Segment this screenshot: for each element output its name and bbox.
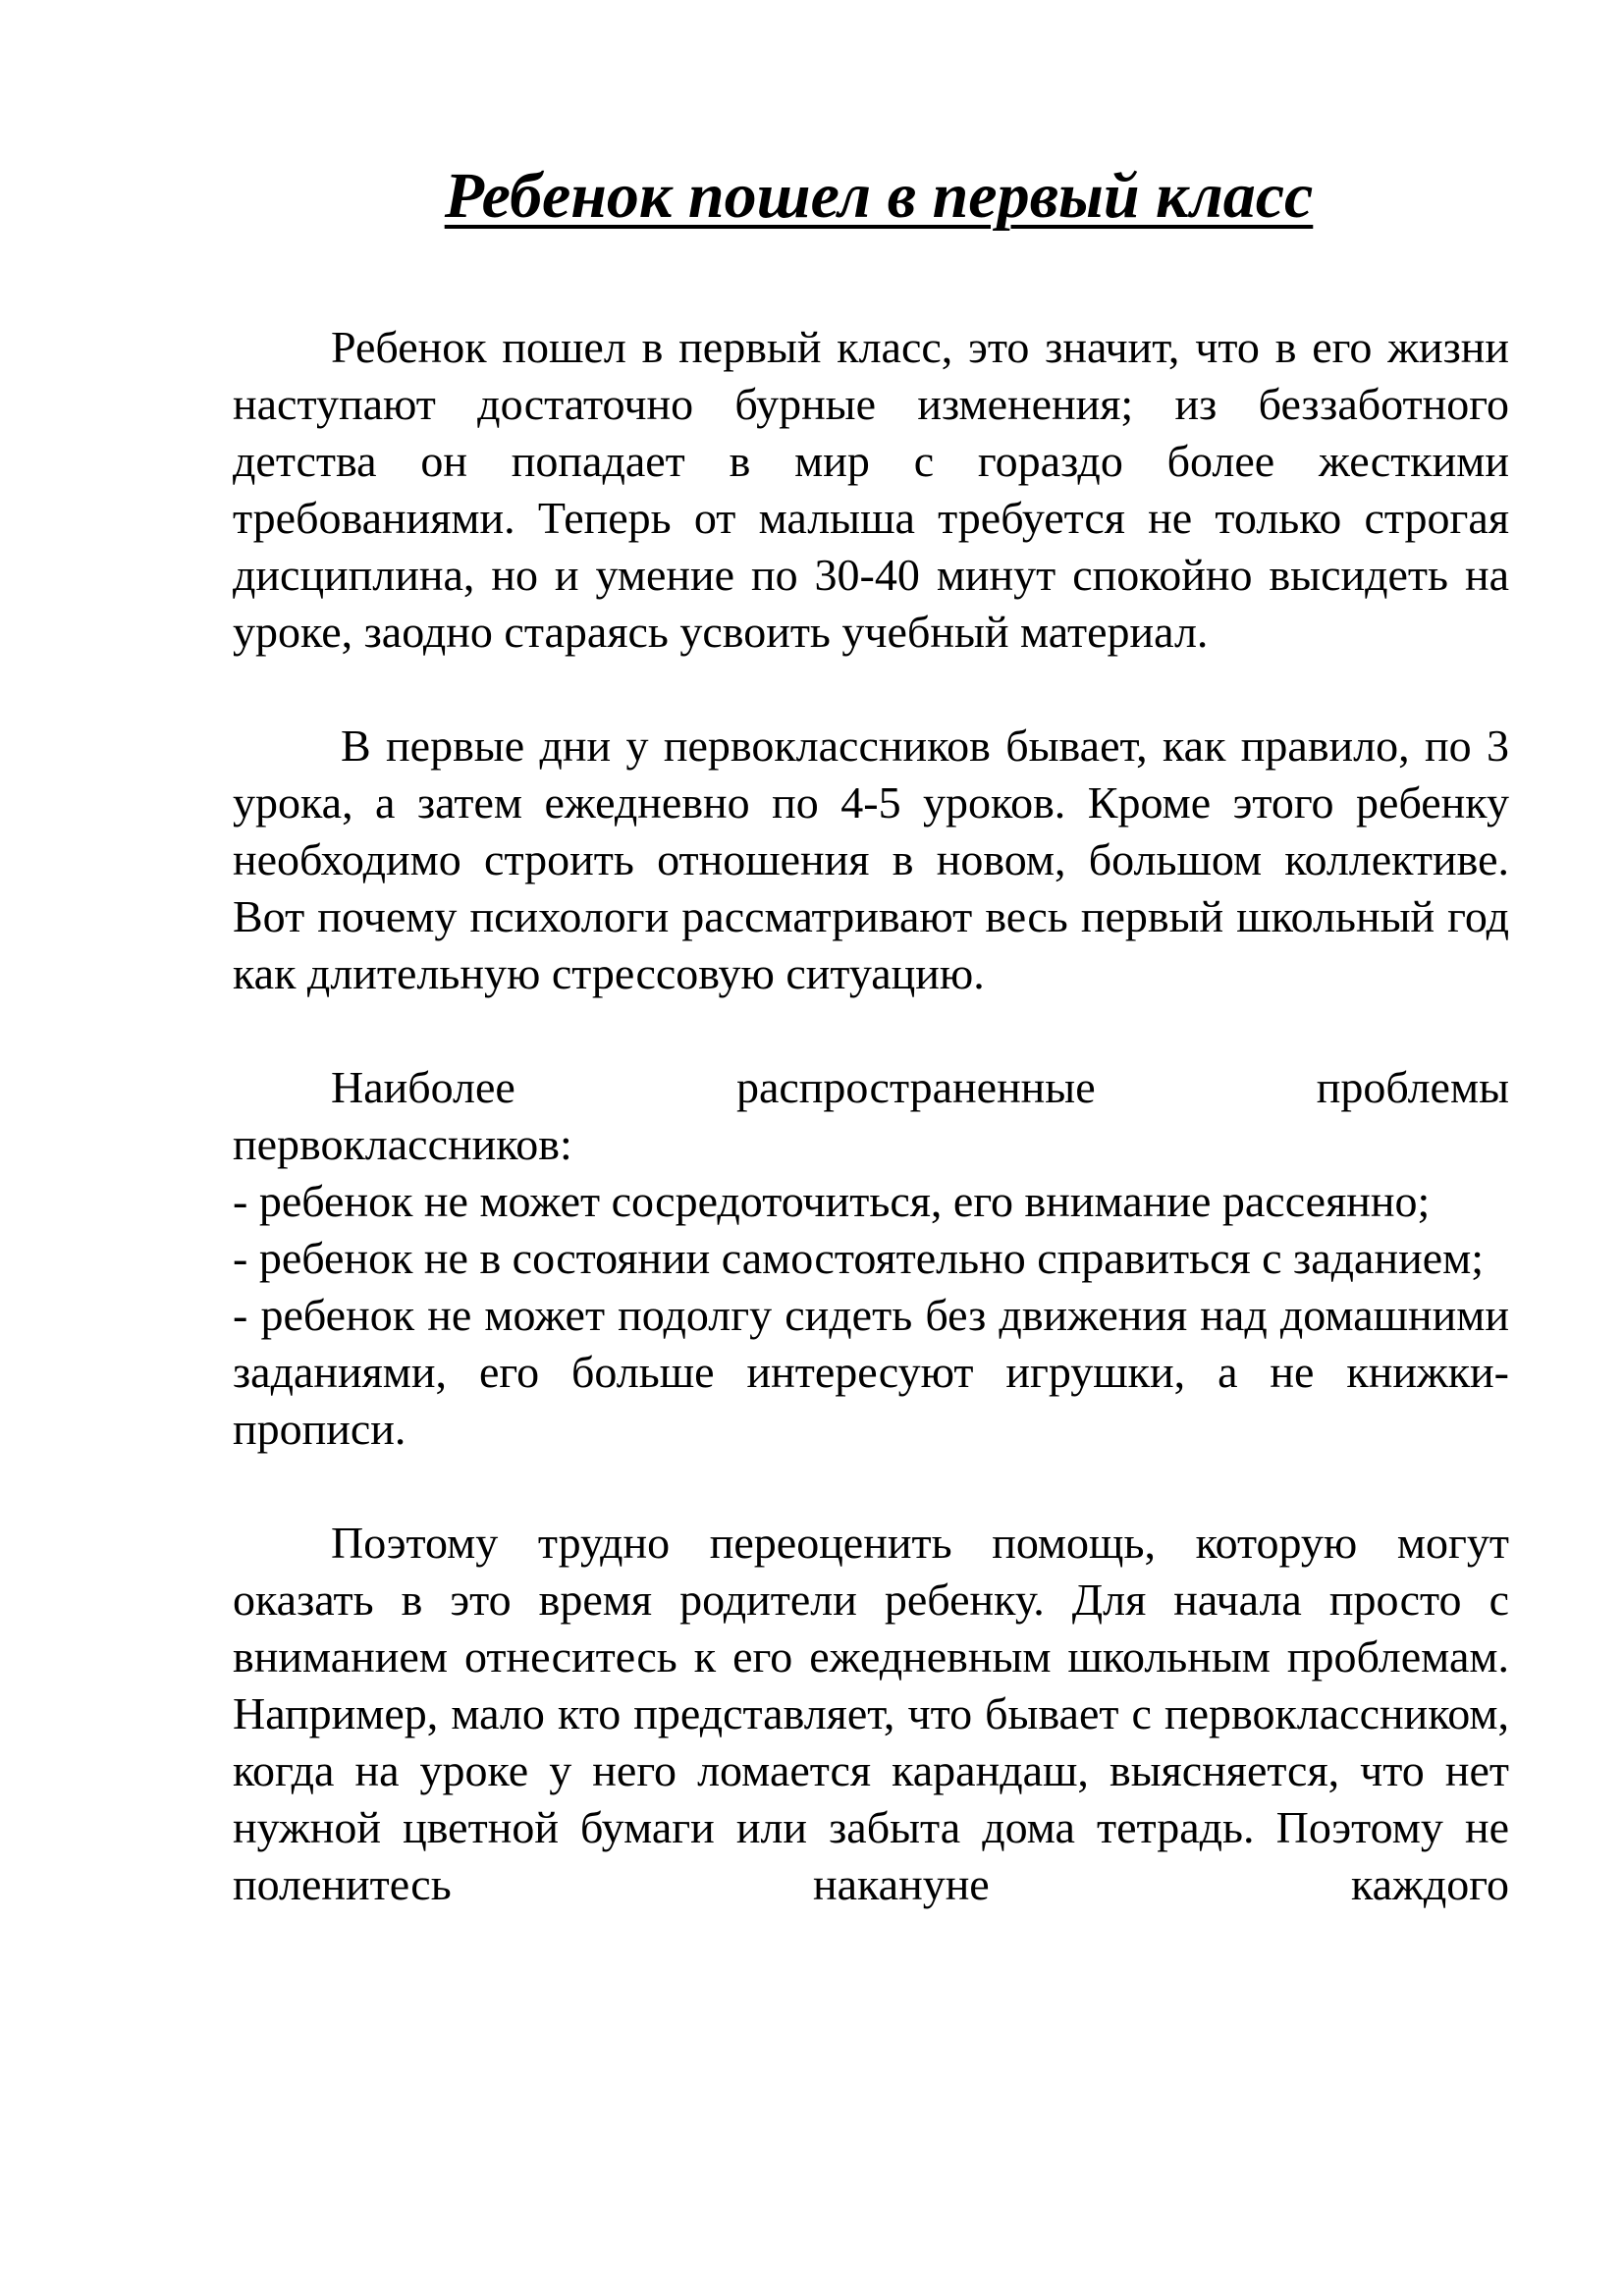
paragraph-intro: Ребенок пошел в первый класс, это значит, что в его жизни наступают достаточно бурные изменения; из беззаботного детства он попадает в мир с гораздо более жесткими требованиями. Теперь от малыша требуется не только строгая дисциплина, но и умение по 30-40 минут спокойно высидеть на уроке, заодно стараясь усвоить учебный материал. — [233, 322, 1509, 657]
problem-list-item: - ребенок не может сосредоточиться, его внимание рассеянно; — [233, 1176, 1431, 1226]
problems-heading-word: распространенные — [735, 1062, 1096, 1112]
page-title: Ребенок пошел в первый класс — [444, 160, 1314, 232]
problems-heading-word: проблемы — [1316, 1062, 1509, 1112]
problem-list-item: - ребенок не может подолгу сидеть без движения над домашними заданиями, его больше интересуют игрушки, а не книжки-прописи. — [233, 1290, 1509, 1454]
problems-section — [233, 1059, 1509, 1458]
problems-heading-line — [233, 1059, 1509, 1116]
paragraph-parents-help: Поэтому трудно переоценить помощь, которую могут оказать в это время родители ребенку. Для начала просто с вниманием отнеситесь к его ежедневным школьным проблемам. Например, мало кто представляет, что бывает с первоклассником, когда на уроке у него ломается карандаш, выясняется, что нет нужной цветной бумаги или забыта дома тетрадь. Поэтому не поленитесь накануне каждого — [233, 1518, 1509, 1909]
problems-heading-continuation: первоклассников: — [233, 1119, 572, 1169]
problems-heading-word: Наиболее — [331, 1062, 515, 1112]
paragraph-first-days: В первые дни у первоклассников бывает, как правило, по 3 урока, а затем ежедневно по 4-5 уроков. Кроме этого ребенку необходимо строить отношения в новом, большом коллективе. Вот почему психологи рассматривают весь первый школьный год как длительную стрессовую ситуацию. — [233, 721, 1509, 998]
document-body — [233, 319, 1509, 1913]
problem-list-item: - ребенок не в состоянии самостоятельно справиться с заданием; — [233, 1233, 1485, 1283]
